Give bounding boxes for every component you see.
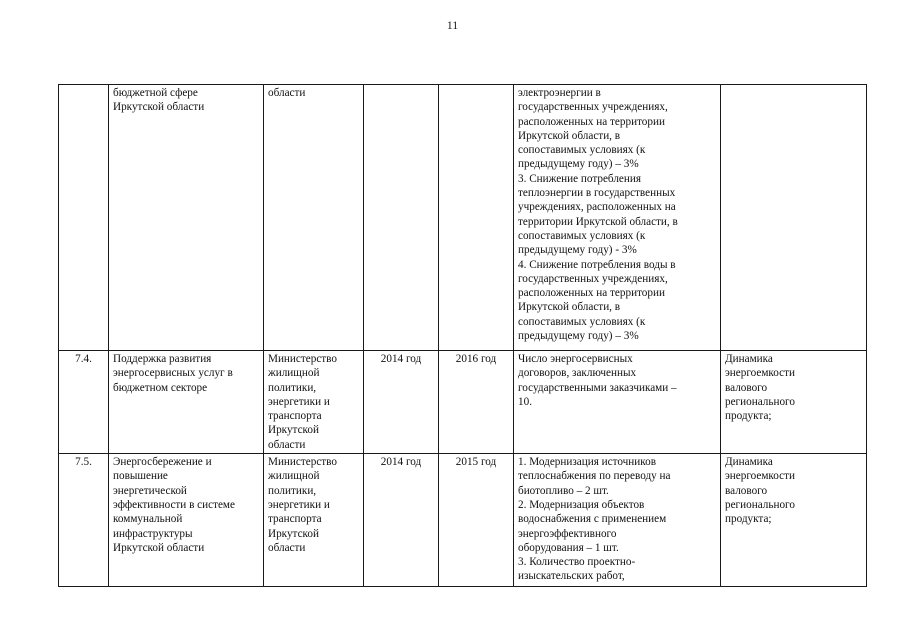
text-line: политики, — [268, 381, 317, 394]
text-line: водоснабжения с применением — [518, 513, 667, 526]
text-line: договоров, заключенных — [518, 367, 637, 380]
text-line: энергоемкости — [725, 367, 796, 380]
text-line: области — [268, 438, 306, 451]
text-line: энергетики и — [268, 498, 330, 511]
text-line: энергоемкости — [725, 470, 796, 483]
text-line: энергетической — [113, 484, 187, 497]
text-line: биотопливо – 2 шт. — [518, 484, 609, 497]
text-line: Энергосбережение и — [113, 456, 212, 469]
text-line: регионального — [725, 395, 795, 408]
text-line: теплоснабжения по переводу на — [518, 470, 671, 483]
text-line: 3. Снижение потребления — [518, 172, 642, 185]
text-line: теплоэнергии в государственных — [518, 187, 676, 200]
text-line: электроэнергии в — [518, 87, 601, 99]
text-line: государственных учреждениях, — [518, 272, 668, 285]
table-row — [59, 351, 867, 454]
text-line: области — [268, 87, 306, 99]
text-line: Иркутской области — [113, 541, 205, 554]
cell-activity-name — [109, 351, 264, 454]
cell-activity-name — [109, 454, 264, 587]
text-line: государственными заказчиками – — [518, 381, 677, 394]
text-line: расположенных на территории — [518, 115, 665, 128]
text-line: Иркутской области — [113, 101, 205, 114]
text-line: 1. Модернизация источников — [518, 456, 656, 469]
cell-end-year — [439, 85, 514, 351]
text-line: инфраструктуры — [113, 527, 193, 540]
text-line: Иркутской области, в — [518, 129, 621, 142]
text-line: 3. Количество проектно- — [518, 556, 636, 569]
cell-indicators — [514, 85, 721, 351]
text-line: государственных учреждениях, — [518, 101, 668, 114]
text-line: области — [268, 541, 306, 554]
text-line: Министерство — [268, 456, 337, 469]
cell-indicators — [514, 454, 721, 587]
text-line: 10. — [518, 395, 532, 408]
cell-end-year: 2015 год — [439, 454, 514, 587]
text-line: продукта; — [725, 410, 772, 423]
text-line: изыскательских работ, — [518, 570, 625, 583]
text-line: продукта; — [725, 513, 772, 526]
cell-indicators — [514, 351, 721, 454]
cell-executor — [264, 454, 364, 587]
cell-activity-name — [109, 85, 264, 351]
text-line: сопоставимых условиях (к — [518, 144, 646, 157]
text-line: сопоставимых условиях (к — [518, 229, 646, 242]
cell-target-indicator — [721, 454, 867, 587]
text-line: Поддержка развития — [113, 353, 212, 365]
text-line: предыдущему году) – 3% — [518, 330, 639, 343]
text-line: эффективности в системе — [113, 498, 235, 511]
text-line: регионального — [725, 498, 795, 511]
text-line: оборудования – 1 шт. — [518, 541, 619, 554]
text-line: бюджетной сфере — [113, 87, 198, 99]
cell-number — [59, 85, 109, 351]
text-line: Иркутской — [268, 424, 319, 437]
text-line: Число энергосервисных — [518, 353, 633, 365]
cell-start-year — [364, 85, 439, 351]
text-line: расположенных на территории — [518, 287, 665, 300]
text-line: территории Иркутской области, в — [518, 215, 678, 228]
text-line: Иркутской области, в — [518, 301, 621, 314]
text-line: энергоэффективного — [518, 527, 617, 540]
text-line: учреждениях, расположенных на — [518, 201, 676, 214]
text-line: 4. Снижение потребления воды в — [518, 258, 676, 271]
cell-start-year: 2014 год — [364, 454, 439, 587]
cell-end-year: 2016 год — [439, 351, 514, 454]
text-line: жилищной — [268, 367, 320, 380]
page-number: 11 — [446, 18, 459, 32]
table-row — [59, 454, 867, 587]
program-activities-table — [58, 84, 867, 587]
cell-target-indicator — [721, 351, 867, 454]
text-line: энергетики и — [268, 395, 330, 408]
cell-number: 7.5. — [59, 454, 109, 587]
text-line: коммунальной — [113, 513, 183, 526]
text-line: Динамика — [725, 456, 773, 469]
text-line: бюджетном секторе — [113, 381, 208, 394]
cell-start-year: 2014 год — [364, 351, 439, 454]
text-line: валового — [725, 484, 768, 497]
text-line: предыдущему году) – 3% — [518, 158, 639, 171]
text-line: энергосервисных услуг в — [113, 367, 233, 380]
text-line: жилищной — [268, 470, 320, 483]
text-line: предыдущему году) - 3% — [518, 244, 637, 257]
cell-target-indicator — [721, 85, 867, 351]
cell-executor — [264, 351, 364, 454]
text-line: Динамика — [725, 353, 773, 365]
text-line: 2. Модернизация объектов — [518, 498, 645, 511]
table-row — [59, 85, 867, 351]
cell-number: 7.4. — [59, 351, 109, 454]
text-line: Министерство — [268, 353, 337, 365]
text-line: транспорта — [268, 410, 322, 423]
text-line: транспорта — [268, 513, 322, 526]
text-line: сопоставимых условиях (к — [518, 315, 646, 328]
cell-executor — [264, 85, 364, 351]
text-line: политики, — [268, 484, 317, 497]
text-line: повышение — [113, 470, 168, 483]
text-line: валового — [725, 381, 768, 394]
text-line: Иркутской — [268, 527, 319, 540]
